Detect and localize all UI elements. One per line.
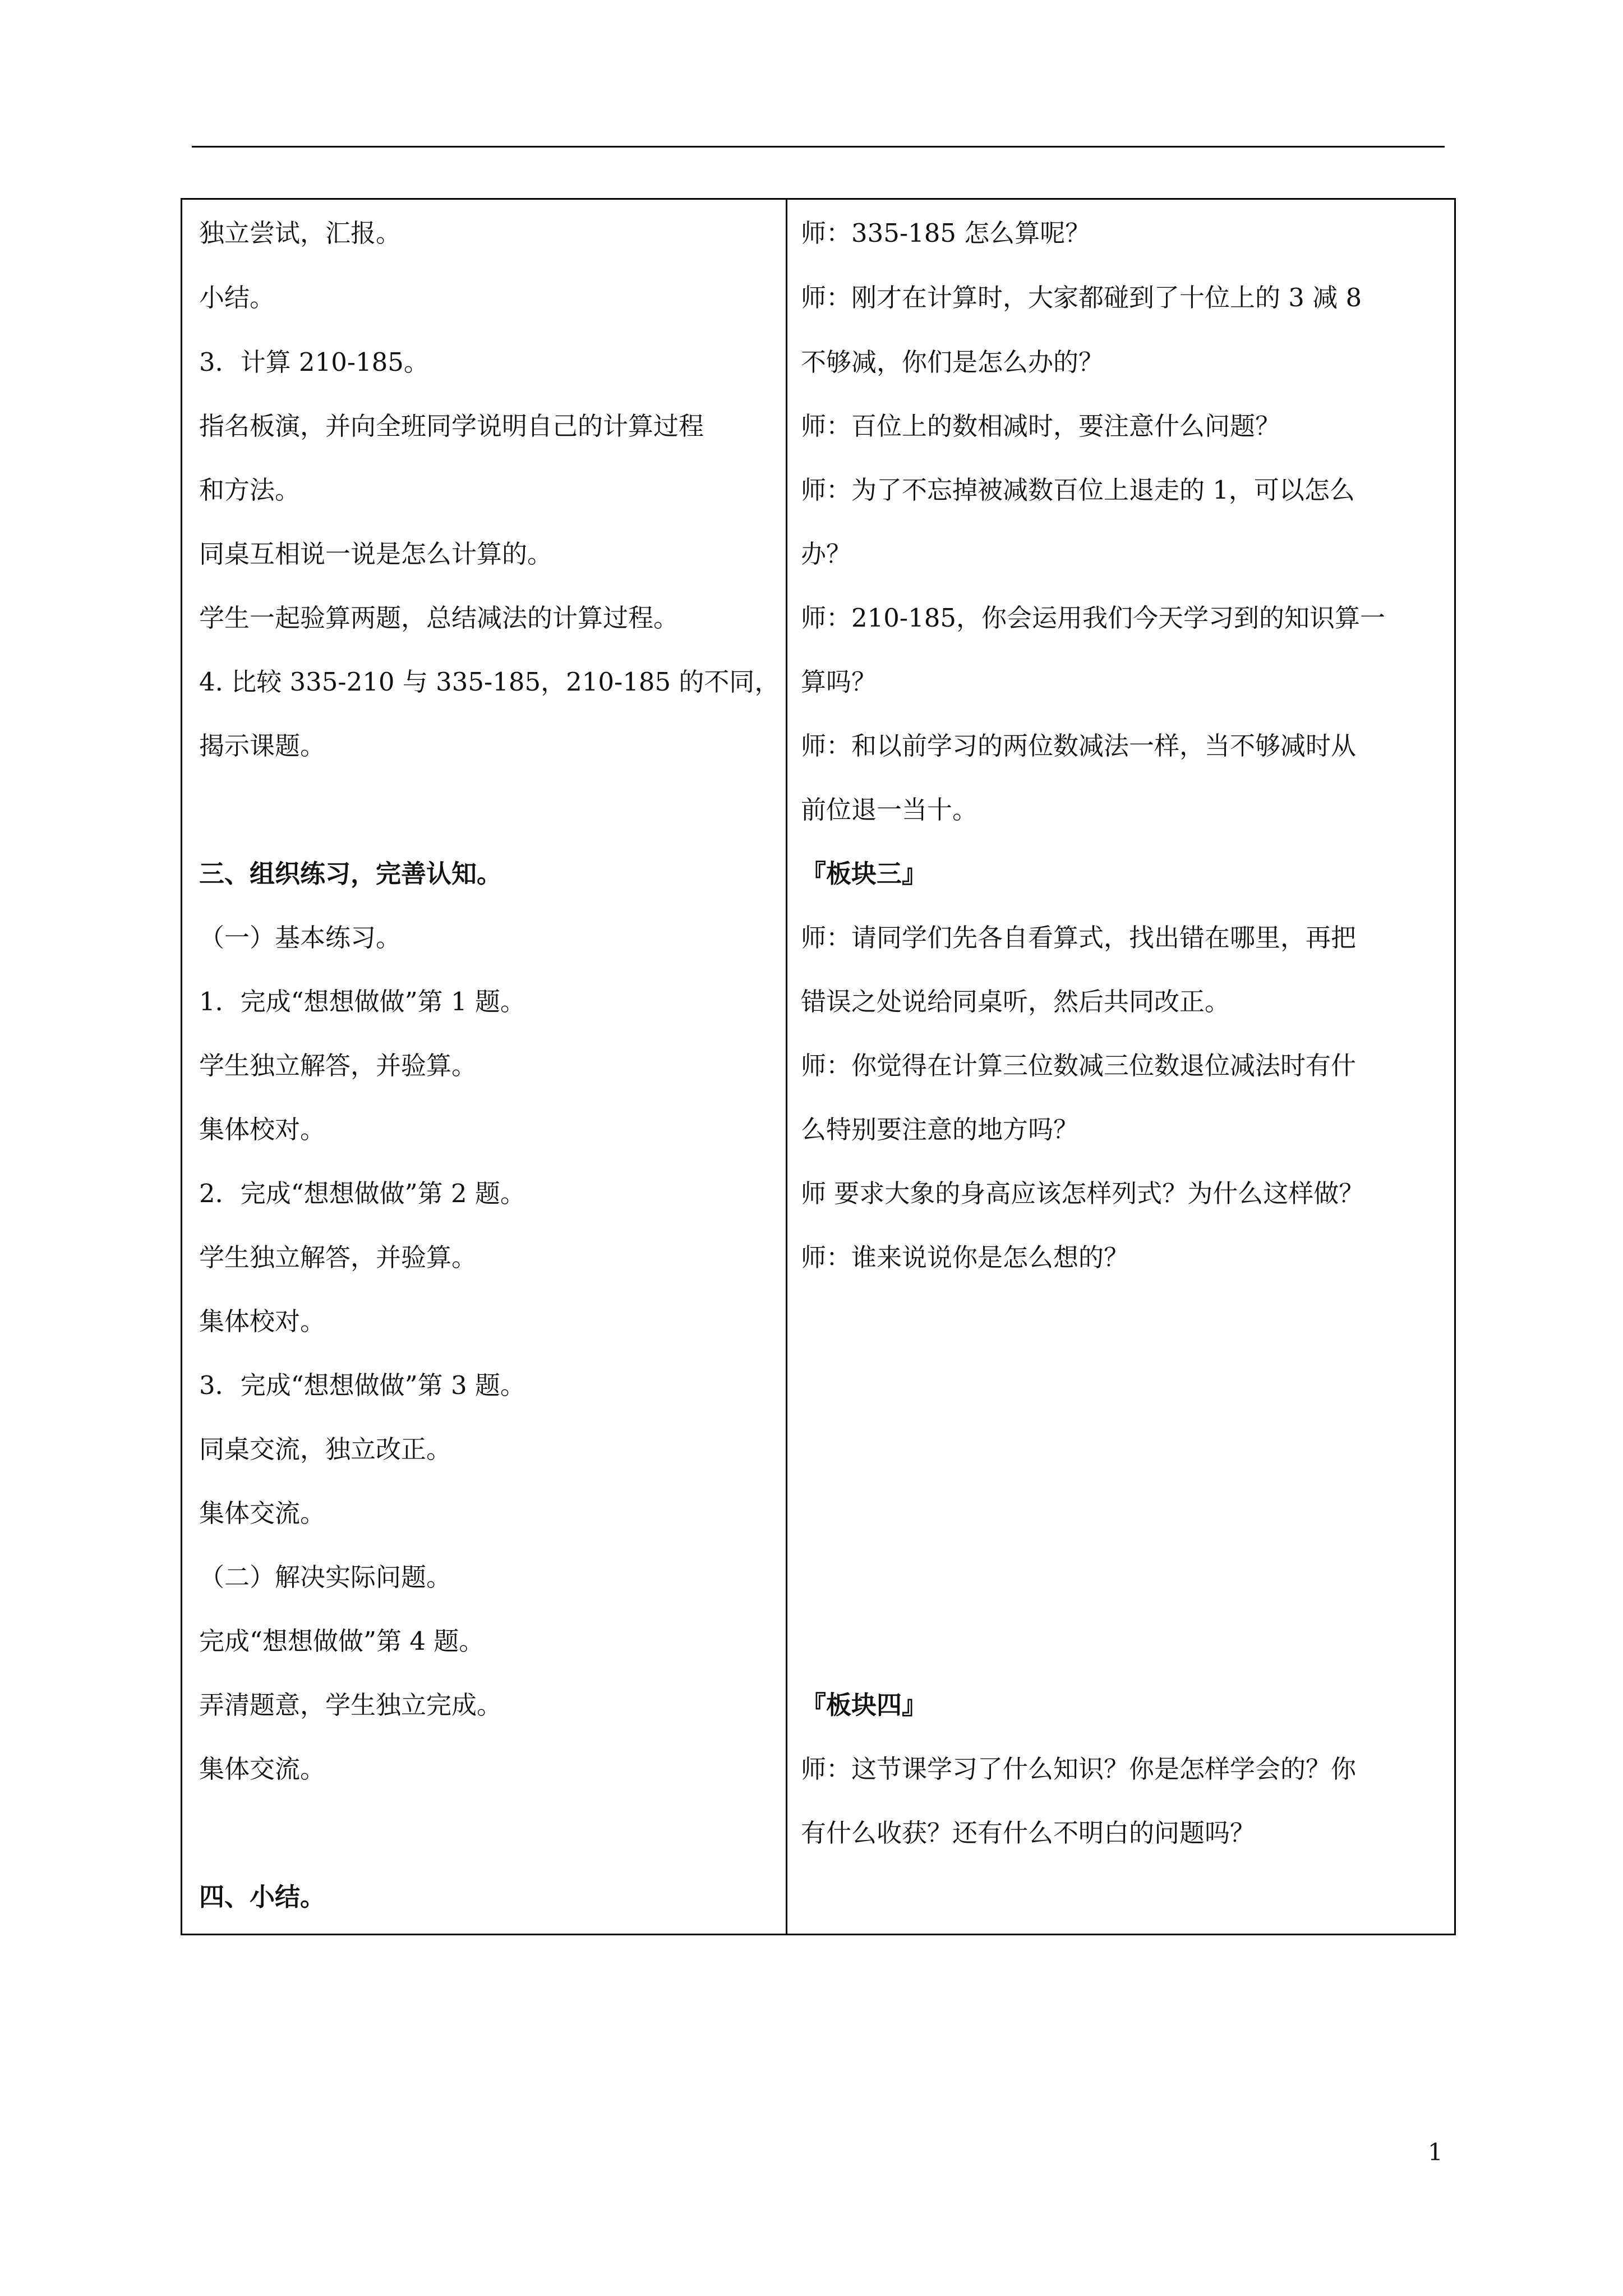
left-line: 弄清题意，学生独立完成。 xyxy=(199,1690,502,1720)
right-line: 师：刚才在计算时，大家都碰到了十位上的 3 减 8 xyxy=(801,283,1362,312)
right-line: 错误之处说给同桌听，然后共同改正。 xyxy=(801,987,1230,1016)
right-line: 么特别要注意的地方吗？ xyxy=(801,1115,1079,1144)
left-line: 2．完成“想想做做”第 2 题。 xyxy=(199,1179,525,1208)
page-number: 1 xyxy=(1428,2138,1443,2166)
right-line: 师：这节课学习了什么知识？你是怎样学会的？你 xyxy=(801,1754,1357,1784)
right-line: 办？ xyxy=(801,539,852,569)
right-line: 师：为了不忘掉被减数百位上退走的 1，可以怎么 xyxy=(801,475,1355,505)
left-line: 揭示课题。 xyxy=(199,731,326,761)
right-line: 算吗？ xyxy=(801,667,877,697)
header-rule xyxy=(192,146,1445,148)
left-line: 完成“想想做做”第 4 题。 xyxy=(199,1626,485,1656)
right-line: 师：和以前学习的两位数减法一样，当不够减时从 xyxy=(801,731,1357,761)
block-heading: 『板块三』 xyxy=(801,859,928,889)
left-line: 3．计算 210-185。 xyxy=(199,347,429,377)
left-line: 集体校对。 xyxy=(199,1306,326,1336)
left-line: （一）基本练习。 xyxy=(199,923,402,953)
left-line: 学生一起验算两题，总结减法的计算过程。 xyxy=(199,603,679,633)
right-line: 不够减，你们是怎么办的？ xyxy=(801,347,1104,377)
left-line: 集体交流。 xyxy=(199,1754,326,1784)
left-line: 同桌互相说一说是怎么计算的。 xyxy=(199,539,553,569)
right-line: 师：335-185 怎么算呢？ xyxy=(801,218,1091,248)
left-line: 集体交流。 xyxy=(199,1498,326,1528)
right-line: 师 要求大象的身高应该怎样列式？为什么这样做？ xyxy=(801,1179,1364,1208)
left-line: 同桌交流，独立改正。 xyxy=(199,1434,452,1464)
right-line: 师：210-185，你会运用我们今天学习到的知识算一 xyxy=(801,603,1385,633)
left-line: 1．完成“想想做做”第 1 题。 xyxy=(199,987,525,1016)
left-line: 3．完成“想想做做”第 3 题。 xyxy=(199,1370,525,1400)
left-line: （二）解决实际问题。 xyxy=(199,1562,452,1592)
section-heading: 三、组织练习，完善认知。 xyxy=(199,859,502,889)
right-line: 师：请同学们先各自看算式，找出错在哪里，再把 xyxy=(801,923,1357,953)
right-line: 师：你觉得在计算三位数减三位数退位减法时有什 xyxy=(801,1051,1357,1080)
column-divider xyxy=(786,200,787,1934)
right-line: 有什么收获？还有什么不明白的问题吗？ xyxy=(801,1818,1256,1848)
lesson-plan-table xyxy=(181,198,1456,1935)
left-line: 小结。 xyxy=(199,283,275,312)
left-line: 学生独立解答，并验算。 xyxy=(199,1243,477,1272)
block-heading: 『板块四』 xyxy=(801,1690,928,1720)
right-line: 师：百位上的数相减时，要注意什么问题？ xyxy=(801,411,1281,441)
right-line: 师：谁来说说你是怎么想的？ xyxy=(801,1243,1129,1272)
left-line: 独立尝试，汇报。 xyxy=(199,218,402,248)
section-heading: 四、小结。 xyxy=(199,1882,326,1912)
left-line: 指名板演，并向全班同学说明自己的计算过程 xyxy=(199,411,704,441)
right-line: 前位退一当十。 xyxy=(801,795,978,825)
left-line: 集体校对。 xyxy=(199,1115,326,1144)
left-line: 4. 比较 335-210 与 335-185，210-185 的不同， xyxy=(199,667,780,697)
left-line: 学生独立解答，并验算。 xyxy=(199,1051,477,1080)
left-line: 和方法。 xyxy=(199,475,301,505)
